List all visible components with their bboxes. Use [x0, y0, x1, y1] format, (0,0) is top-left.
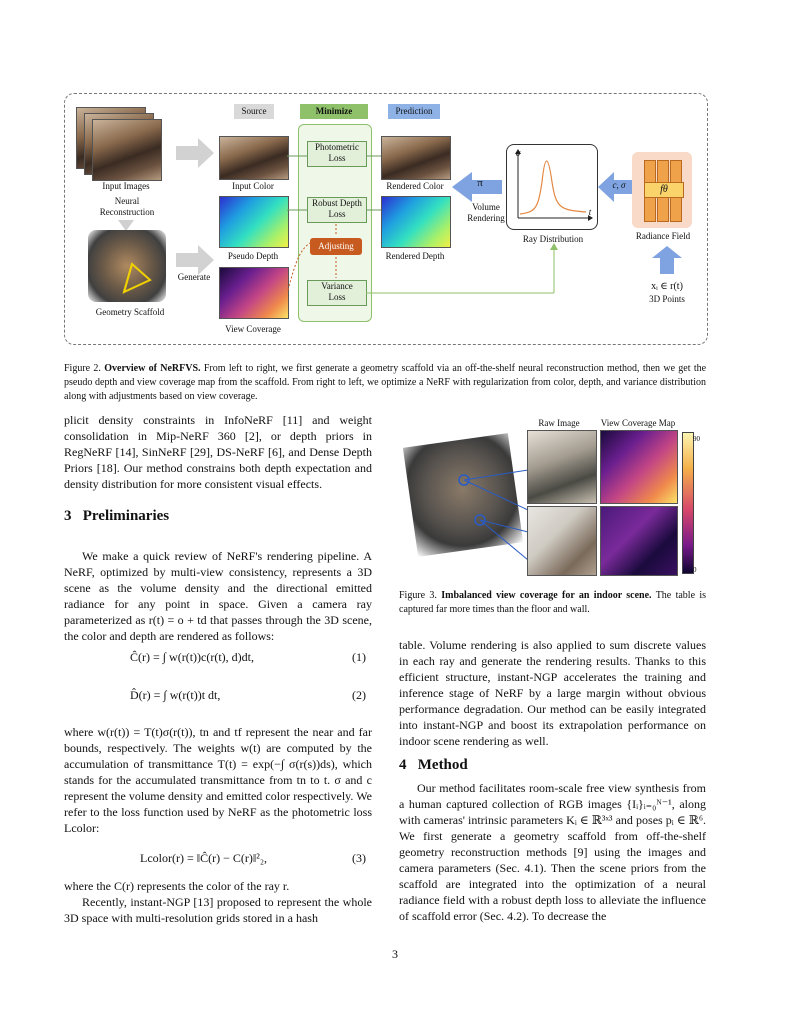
coverage-map-bottom	[600, 506, 678, 576]
figure-3-caption	[399, 589, 706, 617]
variance-loss-box: Variance Loss	[307, 280, 367, 306]
up-arrow-icon	[652, 246, 682, 274]
equation-3: Lcolor(r) = ‖Ĉ(r) − C(r)‖²₂,	[140, 851, 268, 865]
rendered-color-label: Rendered Color	[386, 181, 444, 191]
figure-3-caption-text: The table is captured far more times than the floor and wall.	[399, 590, 707, 615]
pseudo-depth-label: Pseudo Depth	[227, 251, 279, 261]
c-sigma-label: c, σ	[612, 180, 626, 190]
ray-distribution-curve	[512, 148, 594, 224]
input-color-image	[219, 136, 289, 180]
prediction-header: Prediction	[388, 104, 440, 119]
arrow-to-input-color-icon	[176, 138, 214, 168]
minimize-header: Minimize	[300, 104, 368, 119]
3d-points-label: 3D Points	[649, 294, 685, 304]
equation-1-number: (1)	[352, 650, 366, 664]
points-formula-label: xᵢ ∈ r(t)	[651, 281, 683, 292]
rendered-color-image	[381, 136, 451, 180]
figure-2-caption-label: Figure 2.	[64, 363, 101, 374]
figure-2-caption	[64, 362, 706, 404]
preliminaries-paragraph-3: where the C(r) represents the color of the ray r.	[64, 879, 290, 893]
camera-frustum-icon	[118, 262, 154, 296]
adjusting-box: Adjusting	[310, 238, 362, 255]
section-4-title: 4 Method	[399, 757, 468, 773]
figure-3-caption-title: Imbalanced view coverage for an indoor scene.	[441, 590, 652, 601]
camera-callout-lines	[440, 450, 540, 570]
view-coverage-image	[219, 267, 289, 319]
equation-3-number: (3)	[352, 851, 366, 865]
figure-2-caption-title: Overview of NeRFVS.	[104, 363, 201, 374]
figure-2-caption-text: From left to right, we first generate a geometry scaffold via an off-the-shelf neural reconstruction method, then we get the pseudo depth and view coverage map from the scaffold. From right to left, we optimize a NeRF with regularization from color, depth, and variance distribution along with adjustments based on view coverage.	[64, 363, 707, 402]
volume-rendering-label: Volume Rendering	[467, 202, 505, 223]
page-number: 3	[392, 947, 398, 961]
arrow-to-pseudo-depth-icon	[176, 245, 214, 275]
radiance-field-label: Radiance Field	[635, 231, 691, 241]
photometric-loss-box: Photometric Loss	[307, 141, 367, 167]
section-3-title: 3 Preliminaries	[64, 508, 170, 524]
neural-reconstruction-label: Neural Reconstruction	[99, 196, 155, 217]
geometry-scaffold-label: Geometry Scaffold	[95, 307, 165, 317]
equation-2-number: (2)	[352, 688, 366, 702]
ray-distribution-label: Ray Distribution	[522, 234, 584, 244]
coverage-map-top	[600, 430, 678, 504]
preliminaries-paragraph-2: where w(r(t)) = T(t)σ(r(t)), tn and tf represent the near and far bounds, respectively. The weights w(t) are computed by the accumulation of transmittance T(t) = exp(−∫ σ(r(s))ds), which stands for the accumulated transmittance from tn to t. σ and c represent the volume density and emitted color respectively. We refer to the loss function used by NeRF as the photometric loss Lcolor:	[64, 725, 373, 835]
equation-1: Ĉ(r) = ∫ w(r(t))c(r(t), d)dt,	[130, 650, 255, 664]
f-theta-label: fθ	[644, 182, 684, 198]
colorbar-max-label: 90	[693, 435, 700, 443]
view-coverage-label: View Coverage	[225, 324, 281, 334]
figure-3-caption-label: Figure 3.	[399, 590, 437, 601]
pseudo-depth-image	[219, 196, 289, 248]
sigma-axis-label: σ	[515, 148, 521, 158]
preliminaries-paragraph-1: We make a quick review of NeRF's rendering pipeline. A NeRF, optimized by multi-view consistency, represents a 3D scene as the volume density and the directional emitted radiance for any point in space. Given a camera ray parameterized as r(t) = o + td that passes through the 3D scene, the color and depth are rendered as follows:	[64, 549, 372, 643]
pi-label: π	[477, 177, 483, 189]
input-images-label: Input Images	[102, 181, 150, 191]
raw-image-top	[527, 430, 597, 504]
generate-label: Generate	[177, 272, 211, 282]
t-axis-label: t	[588, 207, 592, 217]
source-header: Source	[234, 104, 274, 119]
equation-2: D̂(r) = ∫ w(r(t))t dt,	[130, 688, 221, 702]
input-color-label: Input Color	[232, 181, 274, 191]
input-image-1	[92, 119, 162, 181]
rendered-depth-label: Rendered Depth	[385, 251, 445, 261]
colorbar-min-label: 0	[693, 566, 697, 574]
left-intro-paragraph: plicit density constraints in InfoNeRF [11] and weight consolidation in Mip-NeRF 360 [2], or depth priors in RegNeRF [14], SinNeRF [29], DS-NeRF [6], and Dense Depth Priors [18]. Our method constrains both depth expectation and density distribution for more consistent visual effects.	[64, 413, 372, 491]
preliminaries-paragraph-4: Recently, instant-NGP [13] proposed to represent the whole 3D space with multi-resolution grids stored in a hash	[64, 895, 372, 925]
coverage-colorbar	[682, 432, 694, 574]
robust-depth-loss-box: Robust Depth Loss	[307, 197, 367, 223]
view-coverage-map-label: View Coverage Map	[600, 418, 676, 428]
method-paragraph: Our method facilitates room-scale free view synthesis from a human captured collection of RGB images {Iᵢ}ᵢ₌₀ᴺ⁻¹, along with cameras' intrinsic parameters Kᵢ ∈ ℝ³ˣ³ and poses pᵢ ∈ ℝ⁶. We first generate a geometry scaffold from off-the-shelf geometry reconstruction methods [9] using the images and camera parameters (Sec. 4.1). Then the scene priors from the scaffold are integrated into the optimization of a neural radiance field with a robust depth loss to alleviate the influence of scaffold error (Sec. 4.2). To decrease the	[399, 781, 706, 923]
raw-image-bottom	[527, 506, 597, 576]
rendered-depth-image	[381, 196, 451, 248]
raw-image-label: Raw Image	[538, 418, 580, 428]
right-paragraph-1: table. Volume rendering is also applied to sum discrete values in each ray and generate the rendering results. Thanks to this efficient structure, instant-NGP accelerates the training and inference stage of NeRF by a large margin without obvious performance degradation. Our method can be easily integrated into instant-NGP and boost its extrapolation performance on indoor scene rendering as well.	[399, 638, 706, 748]
